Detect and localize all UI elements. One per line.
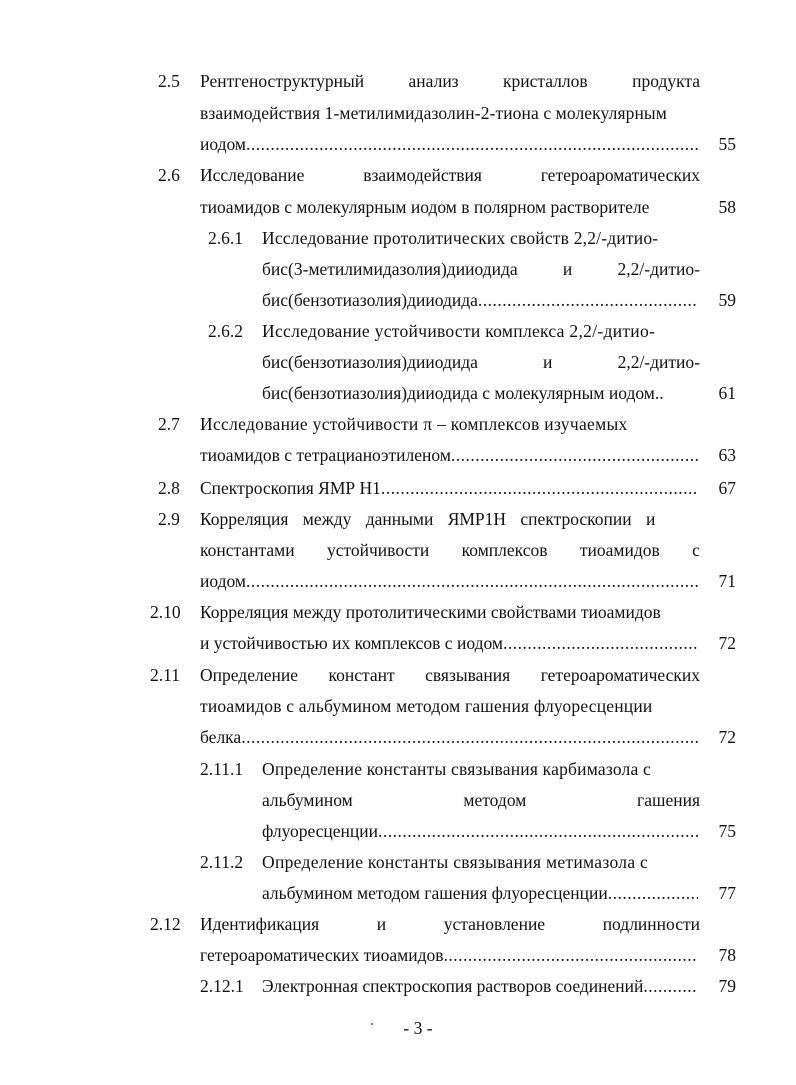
toc-page-2-12: 78 [718,945,736,965]
toc-num-2-12: 2.12 [150,914,181,934]
toc-title-2-6-1-line1: Исследование протолитических свойств 2,2/-дитио- [262,228,659,248]
toc-page-2-12-1: 79 [718,976,736,996]
toc-num-2-8: 2.8 [158,478,180,498]
toc-page-2-6-1: 59 [718,290,736,310]
toc-page-2-9: 71 [718,571,736,591]
toc-num-2-12-1: 2.12.1 [200,976,244,996]
toc-page-2-11-1: 75 [718,821,736,841]
toc-title-2-5-line2: взаимодействия 1-метилимидазолин-2-тиона с молекулярным [200,103,667,123]
toc-num-2-6-2: 2.6.2 [208,321,243,341]
toc-page-2-5: 55 [718,134,736,154]
toc-title-2-11-1-line2: альбумином методом гашения [262,790,700,810]
toc-title-2-6-2-line3: бис(бензотиазолия)дииодида с молекулярным иодом.. [262,383,664,403]
toc-title-2-6-1-line3: бис(бензотиазолия)дииодида ..... [262,285,698,316]
toc-title-2-11-line1: Определение констант связывания гетероароматических [200,665,700,685]
toc-title-2-12-line2: гетероароматических тиоамидов ..... [200,940,698,971]
toc-title-2-6-2-line2: бис(бензотиазолия)дииодида и 2,2/-дитио- [262,352,700,372]
toc-title-2-6-1-line2: бис(3-метилимидазолия)дииодида и 2,2/-дитио- [262,259,700,279]
toc-num-2-7: 2.7 [158,414,180,434]
toc-page-2-11: 72 [718,727,736,747]
toc-title-2-11-1-line3: флуоресценции ..... [262,816,698,847]
toc-title-2-9-line1: Корреляция между данными ЯМР1Н спектроскопии и [200,509,656,529]
toc-title-2-5-line1: Рентгеноструктурный анализ кристаллов продукта [200,71,700,91]
toc-title-2-11-2-line1: Определение константы связывания метимазола с [262,852,649,872]
toc-page-2-11-2: 77 [718,883,736,903]
toc-title-2-7-line1: Исследование устойчивости π – комплексов изучаемых [200,414,628,434]
toc-title-2-6-line2: тиоамидов с молекулярным иодом в полярном растворителе [200,197,650,217]
toc-title-2-9-line2: константами устойчивости комплексов тиоамидов с [200,540,700,560]
toc-page-2-7: 63 [718,445,736,465]
toc-page-2-6-2: 61 [718,383,736,403]
toc-title-2-11-line2: тиоамидов с альбумином методом гашения флуоресценции [200,696,653,716]
toc-num-2-9: 2.9 [158,509,180,529]
toc-page-2-6: 58 [718,197,736,217]
toc-num-2-10: 2.10 [150,602,181,622]
toc-num-2-11-1: 2.11.1 [200,759,244,779]
toc-title-2-11-1-line1: Определение константы связывания карбимазола с [262,759,651,779]
toc-num-2-6: 2.6 [158,165,180,185]
toc-title-2-6-2-line1: Исследование устойчивости комплекса 2,2/-дитио- [262,321,656,341]
toc-title-2-10-line1: Корреляция между протолитическими свойствами тиоамидов [200,602,661,622]
page-footer [0,1018,796,1039]
toc-num-2-11-2: 2.11.2 [200,852,244,872]
toc-num-2-11: 2.11 [150,665,180,685]
toc-page-2-8: 67 [718,478,736,498]
page-number: - 3 - [403,1018,433,1038]
toc-title-2-12-1: Электронная спектроскопия растворов соединений ..... [262,971,698,1002]
toc-title-2-11-2-line2: альбумином методом гашения флуоресценции ..... [262,878,698,909]
toc-title-2-7-line2: тиоамидов с тетрацианоэтиленом ..... [200,440,698,471]
toc-title-2-9-line3: иодом ..... [200,566,698,597]
toc-num-2-5: 2.5 [158,71,180,91]
toc-title-2-12-line1: Идентификация и установление подлинности [200,914,700,934]
toc-title-2-8: Спектроскопия ЯМР Н1 ..... [200,473,698,504]
toc-title-2-6-line1: Исследование взаимодействия гетероароматических [200,165,700,185]
toc-title-2-10-line2: и устойчивостью их комплексов с иодом ..... [200,628,698,659]
toc-title-2-5-line3: иодом ..... [200,129,698,160]
toc-num-2-6-1: 2.6.1 [208,228,243,248]
toc-title-2-11-line3: белка ..... [200,722,698,753]
toc-page-2-10: 72 [718,633,736,653]
